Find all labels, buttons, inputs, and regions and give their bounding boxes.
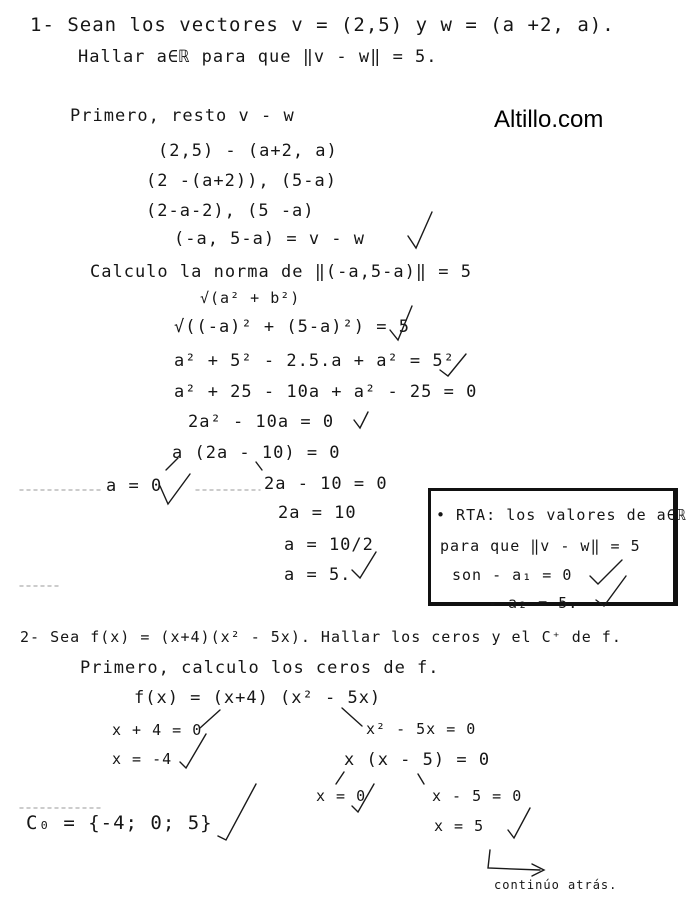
check-mark bbox=[596, 576, 626, 606]
problem1-statement-line1: 1- Sean los vectores v = (2,5) y w = (a +2, a). bbox=[30, 14, 615, 36]
work-line: √((-a)² + (5-a)²) = 5 bbox=[174, 317, 410, 337]
branch-line bbox=[342, 708, 362, 726]
watermark: Altillo.com bbox=[494, 106, 604, 133]
zeros-set: C₀ = {-4; 0; 5} bbox=[26, 812, 213, 834]
branch-line bbox=[256, 462, 262, 470]
work-line: a = 0 bbox=[106, 476, 163, 496]
work-line: x = 0 bbox=[316, 787, 367, 805]
check-mark bbox=[390, 306, 412, 340]
work-line: f(x) = (x+4) (x² - 5x) bbox=[134, 688, 382, 708]
branch-line bbox=[336, 772, 344, 784]
work-line: a² + 25 - 10a + a² - 25 = 0 bbox=[174, 382, 478, 402]
check-mark bbox=[180, 734, 206, 768]
work-line: (2,5) - (a+2, a) bbox=[158, 141, 338, 161]
work-line: √(a² + b²) bbox=[200, 289, 301, 307]
work-line: (-a, 5-a) = v - w bbox=[174, 229, 365, 249]
check-mark bbox=[590, 560, 622, 584]
problem1-step-intro: Primero, resto v - w bbox=[70, 106, 295, 126]
check-mark bbox=[160, 474, 190, 504]
work-line: a = 10/2 bbox=[284, 535, 374, 555]
arrow-icon bbox=[488, 850, 540, 870]
check-mark bbox=[352, 784, 374, 812]
check-mark bbox=[440, 354, 466, 376]
work-line: x = 5 bbox=[434, 817, 485, 835]
work-line: 2a² - 10a = 0 bbox=[188, 412, 335, 432]
check-mark bbox=[354, 412, 368, 428]
work-line: (2-a-2), (5 -a) bbox=[146, 201, 315, 221]
check-mark bbox=[218, 784, 256, 840]
work-line: x + 4 = 0 bbox=[112, 721, 203, 739]
work-line: 2a = 10 bbox=[278, 503, 357, 523]
answer-line4: - a₂ = 5. bbox=[488, 594, 579, 612]
branch-line bbox=[418, 774, 424, 784]
work-line: a = 5. bbox=[284, 565, 352, 585]
problem2-statement: 2- Sea f(x) = (x+4)(x² - 5x). Hallar los ceros y el C⁺ de f. bbox=[20, 628, 622, 646]
branch-line bbox=[166, 458, 178, 470]
problem2-step-intro: Primero, calculo los ceros de f. bbox=[80, 658, 440, 678]
problem1-statement-line2: Hallar a∈ℝ para que ‖v - w‖ = 5. bbox=[78, 47, 438, 67]
work-line: x (x - 5) = 0 bbox=[344, 750, 491, 770]
check-mark bbox=[508, 808, 530, 838]
answer-line3: son - a₁ = 0 bbox=[452, 566, 573, 584]
continue-note: continúo atrás. bbox=[494, 878, 618, 892]
answer-line2: para que ‖v - w‖ = 5 bbox=[440, 537, 641, 555]
work-line: a (2a - 10) = 0 bbox=[172, 443, 341, 463]
work-line: (2 -(a+2)), (5-a) bbox=[146, 171, 337, 191]
work-line: 2a - 10 = 0 bbox=[264, 474, 388, 494]
branch-line bbox=[200, 710, 220, 728]
check-mark bbox=[352, 552, 376, 578]
work-line: x = -4 bbox=[112, 750, 173, 768]
work-line: a² + 5² - 2.5.a + a² = 5² bbox=[174, 351, 455, 371]
work-line: x - 5 = 0 bbox=[432, 787, 523, 805]
work-line: x² - 5x = 0 bbox=[366, 720, 477, 738]
work-line: Calculo la norma de ‖(-a,5-a)‖ = 5 bbox=[90, 262, 472, 282]
answer-line1: • RTA: los valores de a∈ℝ bbox=[436, 506, 687, 524]
check-mark bbox=[408, 212, 432, 248]
